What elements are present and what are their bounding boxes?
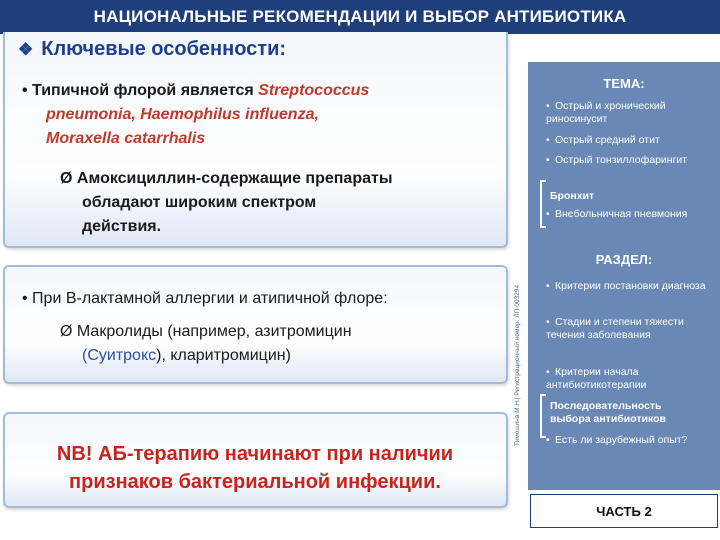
flora-line3: Moraxella catarrhalis <box>46 130 206 147</box>
brand-close: ), кларитромицин) <box>156 347 291 364</box>
section-item[interactable]: • Стадии и степени тяжести течения заболевания <box>546 316 684 341</box>
flora-prefix: • Типичной флорой является <box>22 82 259 99</box>
topic-item[interactable]: • Острый тонзиллофарингит <box>546 154 688 166</box>
section-highlight-line2: выбора антибиотиков <box>550 413 666 425</box>
brand-name: Суитрокс <box>87 347 157 364</box>
topic-item-label: Острый тонзиллофарингит <box>555 154 688 166</box>
section-item-label: Критерии начала антибиотикотерапии <box>546 366 647 391</box>
topic-title: ТЕМА: <box>603 76 645 91</box>
section-item[interactable]: • Есть ли зарубежный опыт? <box>546 434 688 446</box>
flora-line1: Streptococcus <box>258 82 370 99</box>
allergy-bullet: • При В-лактамной аллергии и атипичной флоре: <box>22 290 388 307</box>
amoxicillin-text1: Амоксициллин-содержащие препараты <box>76 170 393 187</box>
topic-item-label: Внебольничная пневмония <box>555 208 688 220</box>
section-heading-text: Ключевые особенности: <box>41 38 287 60</box>
header-bar <box>0 0 720 34</box>
flora-bullet <box>22 80 369 102</box>
section-title: РАЗДЕЛ: <box>595 252 653 267</box>
amoxicillin-line3: действия. <box>82 218 162 235</box>
brand-open: ( <box>82 347 88 364</box>
macrolides-line1 <box>60 321 352 343</box>
section-heading <box>18 38 286 61</box>
topic-item[interactable]: • Острый и хронический риносинусит <box>546 100 666 125</box>
macrolides-line2 <box>82 345 291 367</box>
nb-note <box>10 440 500 496</box>
arrow-icon: Ø <box>60 170 73 187</box>
page-title: НАЦИОНАЛЬНЫЕ РЕКОМЕНДАЦИИ И ВЫБОР АНТИБИОТИКА <box>93 7 627 26</box>
section-highlight-line1: Последовательность <box>550 400 662 412</box>
part-button[interactable] <box>530 494 718 528</box>
section-item-label: Есть ли зарубежный опыт? <box>555 434 688 446</box>
flora-line2: pneumonia, Haemophilus influenza, <box>46 106 319 123</box>
registration-note <box>508 250 528 480</box>
navigation-panel <box>528 62 720 490</box>
section-item[interactable]: • Критерии начала антибиотикотерапии <box>546 366 647 391</box>
macrolides-text1: Макролиды (например, азитромицин <box>76 323 352 340</box>
topic-item-active[interactable]: Бронхит <box>550 190 595 202</box>
topic-item-label: Острый и хронический риносинусит <box>546 100 666 125</box>
section-item[interactable]: • Критерии постановки диагноза <box>546 280 706 292</box>
diamond-icon: ❖ <box>18 40 34 59</box>
topic-item[interactable]: • Острый средний отит <box>546 134 660 146</box>
arrow-icon-2: Ø <box>60 323 73 340</box>
nb-line2: признаков бактериальной инфекции. <box>69 471 441 493</box>
section-item-label: Стадии и степени тяжести течения заболевания <box>546 316 684 341</box>
registration-note-text: Тимошина М.Н.| Регистрационный номер: ЛП-003294 <box>514 284 522 446</box>
topic-item[interactable]: • Внебольничная пневмония <box>546 208 688 220</box>
section-bracket <box>540 394 546 438</box>
section-item-active[interactable] <box>550 400 666 426</box>
section-item-label: Критерии постановки диагноза <box>555 280 706 292</box>
topic-item-label: Острый средний отит <box>555 134 660 146</box>
amoxicillin-line2: обладают широким спектром <box>82 194 317 211</box>
nb-line1: NB! АБ-терапию начинают при наличии <box>56 443 454 465</box>
amoxicillin-line1 <box>60 168 392 190</box>
part-label: ЧАСТЬ 2 <box>596 503 652 519</box>
